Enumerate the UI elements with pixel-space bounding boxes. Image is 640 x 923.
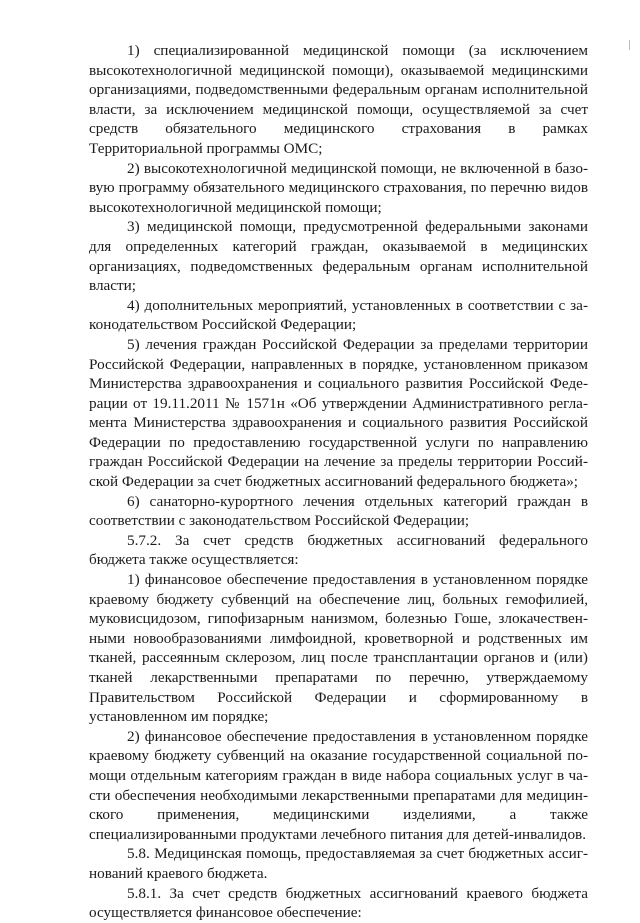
paragraph-section-5-8-1: 5.8.1. За счет средств бюджетных ассигнований краевого бюджета осуществляется финансовое обеспечение: <box>89 884 588 922</box>
paragraph-federal-law-care: 3) медицинской помощи, предусмотренной федеральными законами для определенных категорий граждан, оказываемой в медицинских организациях, подведомственных федеральным органам исполнительной власти; <box>89 218 588 295</box>
paragraph-section-5-8: 5.8. Медицинская помощь, предоставляемая за счет бюджетных ассигнований краевого бюджета. <box>89 845 588 882</box>
paragraph-subventions-medicines: 1) финансовое обеспечение предоставления в установленном порядке краевому бюджету субвенций на обеспечение лиц, больных гемофилией, муковисцидозом, гипофизарным нанизмом, болезнью Гоше, злокачественными новообразованиями лимфоидной, кроветворной и родственных им тканей, рассеянным склерозом, лиц после трансплантации органов и (или) тканей лекарственными препаратами по перечню, утверждаемому Правительством Российской Федерации и сформированному в установленном им порядке; <box>89 571 588 726</box>
paragraph-sanatorium-treatment: 6) санаторно-курортного лечения отдельных категорий граждан в соответствии с законодательством Российской Федерации; <box>89 492 588 530</box>
paragraph-specialized-care: 1) специализированной медицинской помощи (за исключением высокотехнологичной медицинской помощи), оказываемой медицинскими организациями, подведомственными федеральным органам исполнительной власти, за исключением медицинской помощи, осуществляемой за счет средств обязательного медицинского страхования в рамках Территориальной программы ОМС; <box>89 42 588 157</box>
paragraph-high-tech-care: 2) высокотехнологичной медицинской помощи, не включенной в базовую программу обязательного медицинского страхования, по перечню видов высокотехнологичной медицинской помощи; <box>89 159 588 216</box>
paragraph-additional-measures: 4) дополнительных мероприятий, установленных в соответствии с законодательством Российской Федерации; <box>89 296 588 334</box>
document-body <box>89 41 588 923</box>
paragraph-section-5-7-2: 5.7.2. За счет средств бюджетных ассигнований федерального бюджета также осуществляется: <box>89 531 588 569</box>
paragraph-treatment-abroad: 5) лечения граждан Российской Федерации за пределами территории Российской Федерации, направленных в порядке, установленном приказом Министерства здравоохранения и социального развития Российской Федерации от 19.11.2011 № 1571н «Об утверждении Административного регламента Министерства здравоохранения и социального развития Российской Федерации по предоставлению государственной услуги по направлению граждан Российской Федерации на лечение за пределы территории Российской Федерации за счет бюджетных ассигнований федерального бюджета»; <box>89 335 588 491</box>
paragraph-subventions-social-aid: 2) финансовое обеспечение предоставления в установленном порядке краевому бюджету субвенций на оказание государственной социальной помощи отдельным категориям граждан в виде набора социальных услуг в части обеспечения необходимыми лекарственными препаратами для медицинского применения, медицинскими изделиями, а также специализированными продуктами лечебного питания для детей-инвалидов. <box>89 727 588 843</box>
scan-mark <box>629 40 630 50</box>
